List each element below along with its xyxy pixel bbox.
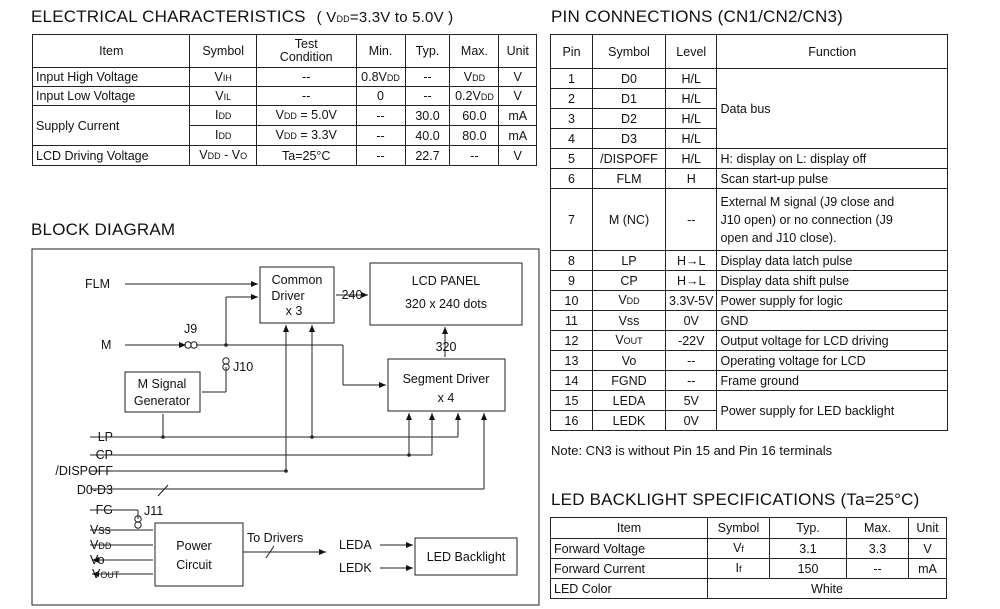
cell-function: GND <box>717 311 948 331</box>
cell-pin: 6 <box>551 169 593 189</box>
cell-item: LED Color <box>551 579 708 599</box>
cell-pin: 7 <box>551 189 593 251</box>
label-240: 240 <box>341 288 363 302</box>
junction-dot <box>161 435 165 439</box>
cell-function: External M signal (J9 close and J10 open) or no connection (J9 open and J10 close). <box>717 189 948 251</box>
cell-level: H/L <box>666 109 717 129</box>
cell-function: Power supply for LED backlight <box>717 391 948 431</box>
label-dispoff: /DISPOFF <box>55 464 113 478</box>
j9-jumper-icon <box>185 342 197 348</box>
cell-level: 5V <box>666 391 717 411</box>
label-msig-1: M Signal <box>137 377 187 391</box>
electrical-subtitle: ( VDD=3.3V to 5.0V ) <box>316 9 454 26</box>
label-to-drivers: To Drivers <box>247 531 304 545</box>
cell-level: H/L <box>666 129 717 149</box>
cell-unit: V <box>499 87 537 106</box>
label-m: M <box>101 338 112 352</box>
col-symbol: Symbol <box>708 518 770 539</box>
col-typ: Typ. <box>405 35 450 68</box>
cell-color-value: White <box>708 579 947 599</box>
cell-unit: mA <box>499 126 537 146</box>
cell-symbol: If <box>708 559 770 579</box>
cell-max: 3.3 <box>847 539 909 559</box>
table-row <box>551 579 947 599</box>
col-condition: Test Condition <box>256 35 356 68</box>
table-row <box>551 69 948 89</box>
label-lcd-1: LCD PANEL <box>411 274 481 288</box>
junction-dot <box>407 453 411 457</box>
cell-symbol: VDD <box>593 291 666 311</box>
cell-pin: 14 <box>551 371 593 391</box>
junction-dot <box>284 469 288 473</box>
label-seg-2: x 4 <box>437 391 455 405</box>
cell-item: Input Low Voltage <box>33 87 190 106</box>
cell-symbol: M (NC) <box>593 189 666 251</box>
led-table <box>550 517 947 599</box>
table-row <box>551 331 948 351</box>
table-row <box>551 271 948 291</box>
cell-symbol: LEDA <box>593 391 666 411</box>
cell-unit: mA <box>909 559 947 579</box>
label-led-backlight: LED Backlight <box>426 550 506 564</box>
cell-level: -22V <box>666 331 717 351</box>
cell-pin: 5 <box>551 149 593 169</box>
label-d0d3: D0-D3 <box>76 483 113 497</box>
pin-table <box>550 34 948 431</box>
cell-level: -- <box>666 189 717 251</box>
cell-function: Data bus <box>717 69 948 149</box>
label-msig-2: Generator <box>133 394 191 408</box>
cell-max: -- <box>847 559 909 579</box>
cell-symbol: /DISPOFF <box>593 149 666 169</box>
label-seg-1: Segment Driver <box>402 372 490 386</box>
cell-pin: 1 <box>551 69 593 89</box>
table-row <box>551 351 948 371</box>
junction-dot <box>224 343 228 347</box>
label-fg: FG <box>95 503 113 517</box>
label-j9: J9 <box>184 322 198 336</box>
cell-pin: 16 <box>551 411 593 431</box>
label-common-2: Driver <box>271 289 305 303</box>
cell-max: 80.0 <box>450 126 499 146</box>
cell-cond: -- <box>256 68 356 87</box>
label-power-1: Power <box>176 539 212 553</box>
cell-function: Scan start-up pulse <box>717 169 948 189</box>
electrical-title <box>31 7 453 27</box>
col-level: Level <box>666 35 717 69</box>
cell-typ: -- <box>405 68 450 87</box>
cell-symbol: CP <box>593 271 666 291</box>
table-row <box>551 189 948 251</box>
cell-min: 0 <box>356 87 405 106</box>
cell-pin: 15 <box>551 391 593 411</box>
cell-level: 3.3V-5V <box>666 291 717 311</box>
cell-item: Input High Voltage <box>33 68 190 87</box>
cell-symbol: VIL <box>190 87 256 106</box>
col-unit: Unit <box>909 518 947 539</box>
cell-symbol: VDD - VO <box>190 146 256 166</box>
cell-pin: 12 <box>551 331 593 351</box>
label-lcd-2: 320 x 240 dots <box>404 297 488 311</box>
pin-note: Note: CN3 is without Pin 15 and Pin 16 terminals <box>551 443 833 458</box>
label-common-1: Common <box>271 273 323 287</box>
cell-function: H: display on L: display off <box>717 149 948 169</box>
cell-function: Output voltage for LCD driving <box>717 331 948 351</box>
col-max: Max. <box>450 35 499 68</box>
cell-min: -- <box>356 106 405 126</box>
cell-unit: V <box>499 68 537 87</box>
cell-item: Supply Current <box>33 106 190 146</box>
cell-symbol: Vss <box>593 311 666 331</box>
cell-unit: V <box>499 146 537 166</box>
cell-item: Forward Current <box>551 559 708 579</box>
cell-symbol: LEDK <box>593 411 666 431</box>
cell-item: LCD Driving Voltage <box>33 146 190 166</box>
table-row <box>551 311 948 331</box>
col-min: Min. <box>356 35 405 68</box>
table-row <box>551 559 947 579</box>
cell-level: -- <box>666 371 717 391</box>
cell-pin: 10 <box>551 291 593 311</box>
cell-symbol: LP <box>593 251 666 271</box>
cell-symbol: D1 <box>593 89 666 109</box>
cell-typ: 150 <box>770 559 847 579</box>
cell-function: Power supply for logic <box>717 291 948 311</box>
block-diagram-title: BLOCK DIAGRAM <box>31 220 176 239</box>
cell-level: 0V <box>666 411 717 431</box>
label-vss: Vss <box>90 523 111 537</box>
col-item: Item <box>33 35 190 68</box>
electrical-title-text: ELECTRICAL CHARACTERISTICS <box>31 7 306 26</box>
cell-function: Operating voltage for LCD <box>717 351 948 371</box>
cell-pin: 13 <box>551 351 593 371</box>
label-ledk: LEDK <box>339 561 372 575</box>
cell-pin: 3 <box>551 109 593 129</box>
cell-unit: V <box>909 539 947 559</box>
label-leda: LEDA <box>339 538 372 552</box>
cell-pin: 4 <box>551 129 593 149</box>
label-j10: J10 <box>233 360 254 374</box>
cell-level: -- <box>666 351 717 371</box>
table-row <box>33 106 537 126</box>
cell-level: H/L <box>666 89 717 109</box>
col-max: Max. <box>847 518 909 539</box>
block-diagram <box>30 247 542 607</box>
electrical-table <box>32 34 537 166</box>
col-pin: Pin <box>551 35 593 69</box>
cell-symbol: D0 <box>593 69 666 89</box>
label-power-2: Circuit <box>176 558 212 572</box>
cell-function: Frame ground <box>717 371 948 391</box>
cell-cond: Ta=25°C <box>256 146 356 166</box>
label-lp: LP <box>97 430 113 444</box>
table-row <box>33 146 537 166</box>
cell-symbol: D3 <box>593 129 666 149</box>
cell-max: 60.0 <box>450 106 499 126</box>
col-function: Function <box>717 35 948 69</box>
power-circuit-box <box>155 523 243 586</box>
cell-symbol: VIH <box>190 68 256 87</box>
col-symbol: Symbol <box>190 35 256 68</box>
cell-symbol: VOUT <box>593 331 666 351</box>
cell-level: H <box>666 169 717 189</box>
cell-symbol: Vo <box>593 351 666 371</box>
cell-min: -- <box>356 146 405 166</box>
cell-level: 0V <box>666 311 717 331</box>
cell-pin: 2 <box>551 89 593 109</box>
cell-typ: 40.0 <box>405 126 450 146</box>
table-row <box>551 149 948 169</box>
table-row <box>33 68 537 87</box>
cell-function: Display data shift pulse <box>717 271 948 291</box>
cell-typ: 3.1 <box>770 539 847 559</box>
cell-typ: -- <box>405 87 450 106</box>
cell-cond: VDD = 5.0V <box>256 106 356 126</box>
cell-symbol: D2 <box>593 109 666 129</box>
cell-pin: 9 <box>551 271 593 291</box>
cell-level: H/L <box>666 149 717 169</box>
cell-symbol: Vf <box>708 539 770 559</box>
col-unit: Unit <box>499 35 537 68</box>
led-spec-title: LED BACKLIGHT SPECIFICATIONS (Ta=25°C) <box>551 490 920 509</box>
cell-max: 0.2VDD <box>450 87 499 106</box>
cell-item: Forward Voltage <box>551 539 708 559</box>
label-vout: VOUT <box>92 567 120 581</box>
label-320: 320 <box>435 340 457 354</box>
cell-cond: VDD = 3.3V <box>256 126 356 146</box>
cell-max: VDD <box>450 68 499 87</box>
lcd-panel-box <box>370 263 522 325</box>
cell-typ: 30.0 <box>405 106 450 126</box>
cell-pin: 8 <box>551 251 593 271</box>
cell-min: 0.8VDD <box>356 68 405 87</box>
cell-level: H→L <box>666 251 717 271</box>
cell-cond: -- <box>256 87 356 106</box>
pin-connections-title: PIN CONNECTIONS (CN1/CN2/CN3) <box>551 7 843 26</box>
table-row <box>551 169 948 189</box>
cell-symbol: FLM <box>593 169 666 189</box>
table-row <box>551 291 948 311</box>
table-row <box>551 251 948 271</box>
cell-function: Display data latch pulse <box>717 251 948 271</box>
label-vdd: VDD <box>90 538 112 552</box>
cell-symbol: FGND <box>593 371 666 391</box>
cell-typ: 22.7 <box>405 146 450 166</box>
label-j11: J11 <box>144 504 164 518</box>
table-row <box>551 539 947 559</box>
junction-dot <box>310 435 314 439</box>
table-row <box>551 371 948 391</box>
cell-level: H/L <box>666 69 717 89</box>
cell-pin: 11 <box>551 311 593 331</box>
cell-symbol: IDD <box>190 106 256 126</box>
col-typ: Typ. <box>770 518 847 539</box>
col-symbol: Symbol <box>593 35 666 69</box>
label-vo: Vo <box>90 553 105 567</box>
cell-min: -- <box>356 126 405 146</box>
table-row <box>33 87 537 106</box>
table-row <box>551 391 948 411</box>
label-common-3: x 3 <box>285 304 303 318</box>
label-cp: CP <box>95 448 113 462</box>
col-item: Item <box>551 518 708 539</box>
cell-unit: mA <box>499 106 537 126</box>
cell-max: -- <box>450 146 499 166</box>
label-flm: FLM <box>85 277 110 291</box>
cell-symbol: IDD <box>190 126 256 146</box>
cell-level: H→L <box>666 271 717 291</box>
